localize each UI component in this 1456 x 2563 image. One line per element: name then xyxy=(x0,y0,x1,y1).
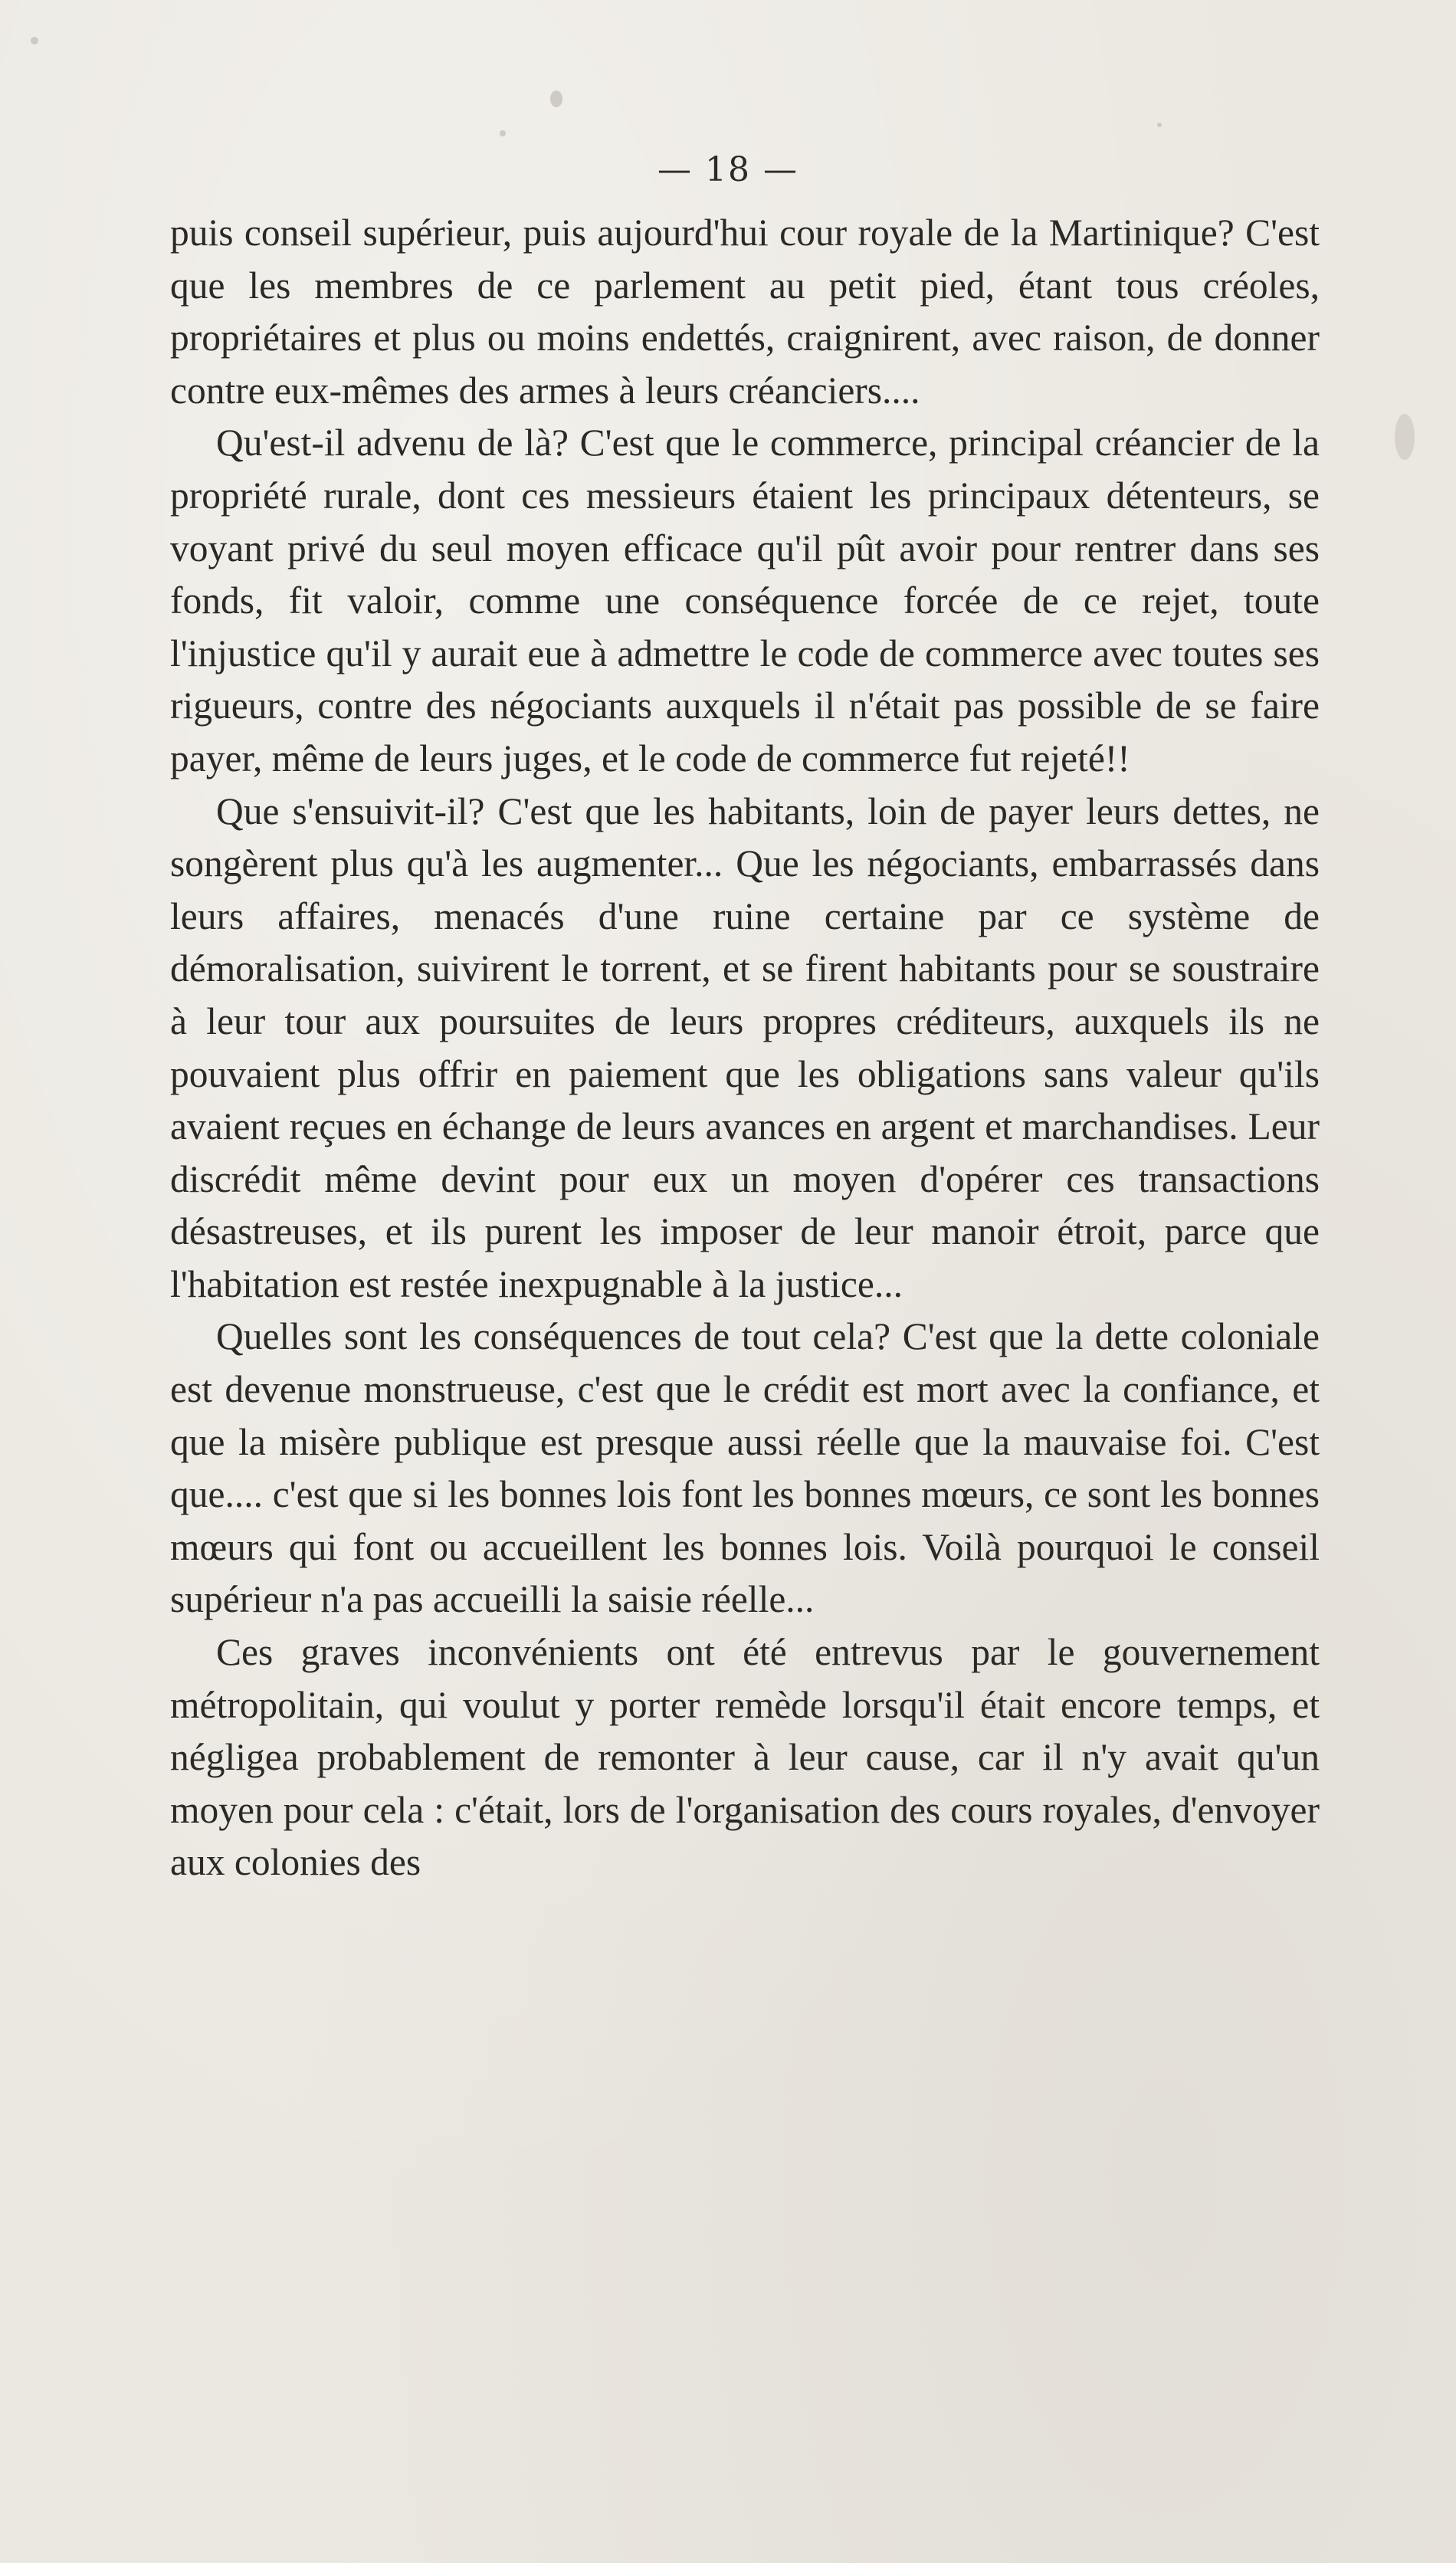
paragraph-3: Que s'ensuivit-il? C'est que les habitants, loin de payer leurs dettes, ne songèrent plus qu'à les augmenter... Que les négociants, embarrassés dans leurs affaires, menacés d'une ruine certaine par ce système de démoralisation, suivirent le torrent, et se firent habitants pour se soustraire à leur tour aux poursuites de leurs propres créditeurs, auxquels ils ne pouvaient plus offrir en paiement que les obligations sans valeur qu'ils avaient reçues en échange de leurs avances en argent et marchandises. Leur discrédit même devint pour eux un moyen d'opérer ces transactions désastreuses, et ils purent les imposer de leur manoir étroit, parce que l'habitation est restée inexpugnable à la justice... xyxy=(170,789,1320,1305)
paragraph-4: Quelles sont les conséquences de tout cela? C'est que la dette coloniale est devenue monstrueuse, c'est que le crédit est mort avec la confiance, et que la misère publique est presque aussi réelle que la mauvaise foi. C'est que.... c'est que si les bonnes lois font les bonnes mœurs, ce sont les bonnes mœurs qui font ou accueillent les bonnes lois. Voilà pourquoi le conseil supérieur n'a pas accueilli la saisie réelle... xyxy=(170,1315,1320,1621)
paper-blemish xyxy=(1157,123,1162,127)
paper-blemish xyxy=(550,90,562,107)
paper-blemish xyxy=(1395,414,1415,460)
page-number: — 18 — xyxy=(657,150,799,189)
paper-blemish xyxy=(31,37,38,44)
paper-blemish xyxy=(500,130,506,136)
paragraph-2: Qu'est-il advenu de là? C'est que le commerce, principal créancier de la propriété rurale, dont ces messieurs étaient les principaux détenteurs, se voyant privé du seul moyen efficace qu'il pût avoir pour rentrer dans ses fonds, fit valoir, comme une conséquence forcée de ce rejet, toute l'injustice qu'il y aurait eue à admettre le code de commerce avec toutes ses rigueurs, contre des négociants auxquels il n'était pas possible de se faire payer, même de leurs juges, et le code de commerce fut rejeté!! xyxy=(170,422,1320,779)
paragraph-5: Ces graves inconvénients ont été entrevus par le gouvernement métropolitain, qui voulut y porter remède lorsqu'il était encore temps, et négligea probablement de remonter à leur cause, car il n'y avait qu'un moyen pour cela : c'était, lors de l'organisation des cours royales, d'envoyer aux colonies des xyxy=(170,1631,1320,1884)
paragraph-1: puis conseil supérieur, puis aujourd'hui cour royale de la Martinique? C'est que les membres de ce parlement au petit pied, étant tous créoles, propriétaires et plus ou moins endettés, craignirent, avec raison, de donner contre eux-mêmes des armes à leurs créanciers.... xyxy=(170,212,1320,412)
body-text xyxy=(170,207,1320,1889)
